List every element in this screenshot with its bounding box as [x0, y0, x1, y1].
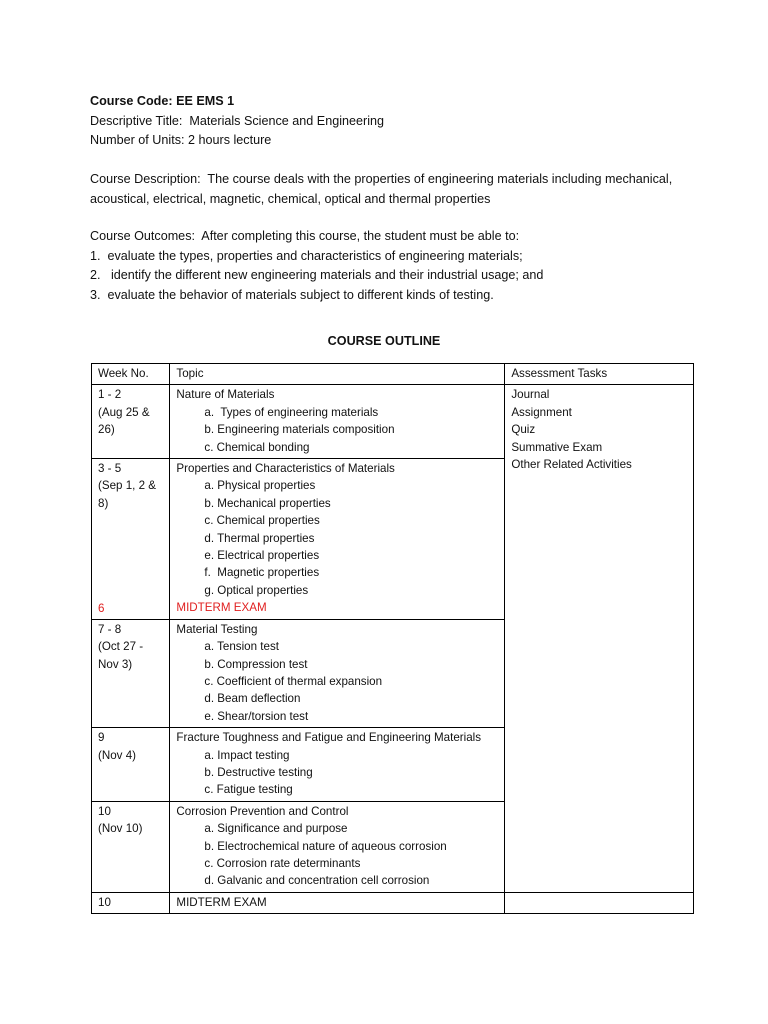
week-cell: [92, 385, 170, 459]
subtopic: c. Coefficient of thermal expansion: [204, 674, 383, 688]
subtopic: c. Chemical bonding: [204, 440, 310, 454]
outcome-item: 1. evaluate the types, properties and characteristics of engineering materials;: [90, 248, 523, 263]
topic-cell: [170, 801, 505, 892]
topic-cell: [170, 728, 505, 802]
week-number: 10: [98, 804, 111, 818]
midterm-exam-label: MIDTERM EXAM: [176, 601, 267, 615]
assessment-cell-empty: [505, 892, 694, 913]
week-number: 7 - 8: [98, 622, 122, 636]
course-description-text: The course deals with the properties of engineering materials including mechanical, acoustical, electrical, magnetic, chemical, optical and thermal properties: [90, 172, 673, 206]
subtopic: b. Electrochemical nature of aqueous corrosion: [204, 839, 447, 853]
assessment-task: Summative Exam: [511, 440, 603, 454]
course-header: [90, 92, 384, 151]
topic-cell: [170, 459, 505, 620]
outcome-item: 3. evaluate the behavior of materials subject to different kinds of testing.: [90, 287, 494, 302]
week-dates: (Sep 1, 2 & 8): [98, 479, 157, 510]
week-dates: (Aug 25 & 26): [98, 405, 150, 437]
subtopic: a. Physical properties: [204, 479, 316, 493]
week-number: 3 - 5: [98, 462, 122, 476]
assessment-task: Quiz: [511, 423, 536, 437]
topic-title: Material Testing: [176, 622, 258, 636]
topic-cell: [170, 619, 505, 727]
subtopic: b. Compression test: [204, 657, 308, 671]
course-outcomes-intro: Course Outcomes: After completing this course, the student must be able to:: [90, 229, 520, 243]
subtopic: c. Chemical properties: [204, 514, 320, 528]
topic-cell: MIDTERM EXAM: [170, 892, 505, 913]
subtopic: a. Significance and purpose: [204, 822, 348, 836]
week-number: 9: [98, 731, 105, 745]
column-header-week: Week No.: [92, 364, 170, 385]
descriptive-title-line: [90, 112, 384, 132]
subtopic: d. Beam deflection: [204, 692, 301, 706]
units-line: [90, 131, 384, 151]
week-dates: (Nov 10): [98, 822, 143, 836]
week-cell: [92, 801, 170, 892]
subtopic: e. Electrical properties: [204, 549, 320, 563]
subtopic: a. Tension test: [204, 640, 279, 654]
course-outline-table: [91, 363, 694, 914]
topic-cell: [170, 385, 505, 459]
units-value: 2 hours lecture: [187, 133, 272, 147]
subtopic: c. Corrosion rate determinants: [204, 856, 361, 870]
subtopic: g. Optical properties: [204, 583, 309, 597]
subtopic: b. Mechanical properties: [204, 496, 331, 510]
table-row: [92, 385, 694, 459]
week-number: 1 - 2: [98, 388, 122, 402]
course-description-label: Course Description:: [90, 172, 201, 186]
week-cell: [92, 728, 170, 802]
outcome-item: 2. identify the different new engineering materials and their industrial usage; and: [90, 268, 544, 282]
course-code-label: Course Code:: [90, 94, 173, 108]
table-row: [92, 892, 694, 913]
week-dates: (Nov 4): [98, 748, 137, 762]
assessment-cell: [505, 385, 694, 892]
week-dates: (Oct 27 - Nov 3): [98, 640, 144, 671]
week-cell: 10: [92, 892, 170, 913]
course-outline-title: COURSE OUTLINE: [327, 334, 441, 348]
assessment-task: Other Related Activities: [511, 458, 632, 472]
subtopic: a. Types of engineering materials: [204, 405, 379, 419]
course-description: [90, 170, 690, 209]
course-code-line: [90, 92, 384, 112]
subtopic: d. Galvanic and concentration cell corrosion: [204, 874, 430, 888]
course-code-value: EE EMS 1: [176, 94, 235, 108]
topic-title: Properties and Characteristics of Materials: [176, 462, 395, 476]
subtopic: d. Thermal properties: [204, 531, 315, 545]
course-outcomes: [90, 227, 690, 305]
midterm-week-number: 6: [98, 602, 105, 616]
column-header-assessment: Assessment Tasks: [505, 364, 694, 385]
descriptive-title-label: Descriptive Title:: [90, 113, 183, 128]
table-header-row: [92, 364, 694, 385]
descriptive-title-value: Materials Science and Engineering: [189, 113, 385, 128]
subtopic: e. Shear/torsion test: [204, 709, 309, 723]
subtopic: f. Magnetic properties: [204, 566, 320, 580]
topic-title: Fracture Toughness and Fatigue and Engineering Materials: [176, 731, 482, 745]
topic-title: Nature of Materials: [176, 388, 275, 402]
assessment-task: Journal: [511, 388, 550, 402]
subtopic: b. Engineering materials composition: [204, 423, 395, 437]
subtopic: c. Fatigue testing: [204, 783, 293, 797]
assessment-task: Assignment: [511, 405, 572, 419]
column-header-topic: Topic: [170, 364, 505, 385]
units-label: Number of Units:: [90, 133, 185, 147]
week-cell: [92, 459, 170, 620]
topic-title: Corrosion Prevention and Control: [176, 804, 349, 818]
subtopic: a. Impact testing: [204, 748, 290, 762]
week-cell: [92, 619, 170, 727]
subtopic: b. Destructive testing: [204, 765, 313, 779]
